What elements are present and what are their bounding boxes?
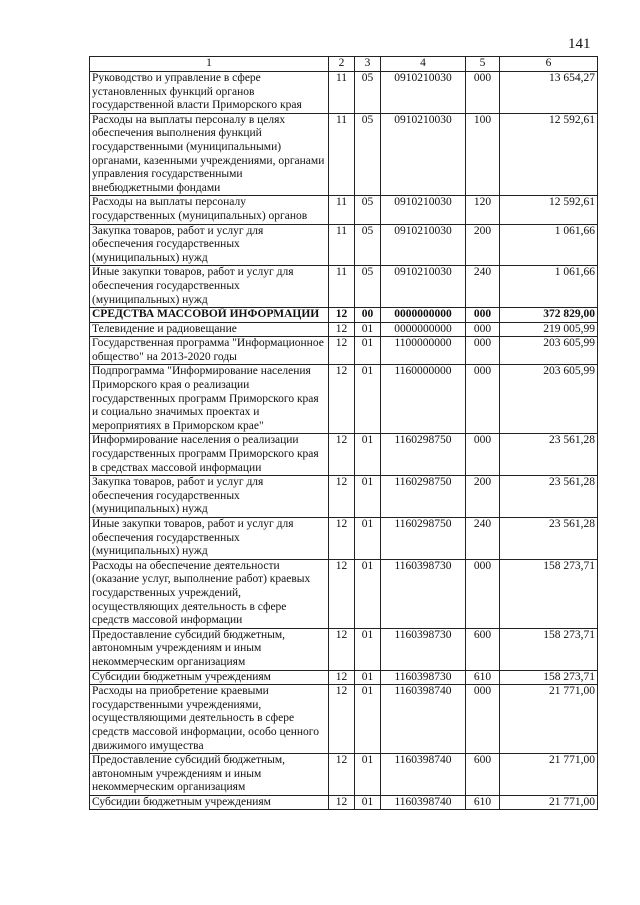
table-body: [90, 72, 598, 810]
amount: 158 273,71: [500, 670, 598, 685]
amount: 21 771,00: [500, 754, 598, 796]
amount: 372 829,00: [500, 308, 598, 323]
section-code: 12: [329, 628, 355, 670]
expense-type-code: 120: [466, 196, 500, 224]
subsection-code: 01: [355, 434, 381, 476]
target-article-code: 0000000000: [381, 322, 466, 337]
target-article-code: 1160000000: [381, 365, 466, 434]
table-row: [90, 308, 598, 323]
subsection-code: 05: [355, 196, 381, 224]
amount: 219 005,99: [500, 322, 598, 337]
subsection-code: 01: [355, 365, 381, 434]
table-row: [90, 266, 598, 308]
section-code: 12: [329, 476, 355, 518]
target-article-code: 1160398730: [381, 628, 466, 670]
column-header-6: 6: [500, 57, 598, 72]
row-description: Государственная программа "Информационное общество" на 2013-2020 годы: [90, 337, 329, 365]
expense-type-code: 000: [466, 322, 500, 337]
column-header-2: 2: [329, 57, 355, 72]
section-code: 11: [329, 266, 355, 308]
section-code: 11: [329, 224, 355, 266]
table-header-row: [90, 57, 598, 72]
section-code: 12: [329, 754, 355, 796]
row-description: Телевидение и радиовещание: [90, 322, 329, 337]
budget-table: [89, 56, 598, 810]
target-article-code: 1160398730: [381, 559, 466, 628]
amount: 21 771,00: [500, 795, 598, 810]
row-description: Иные закупки товаров, работ и услуг для обеспечения государственных (муниципальных) нужд: [90, 266, 329, 308]
column-header-4: 4: [381, 57, 466, 72]
target-article-code: 1160298750: [381, 476, 466, 518]
page-number: 141: [568, 36, 591, 52]
subsection-code: 05: [355, 224, 381, 266]
amount: 13 654,27: [500, 72, 598, 114]
target-article-code: 0910210030: [381, 224, 466, 266]
subsection-code: 05: [355, 266, 381, 308]
row-description: Расходы на приобретение краевыми государственными учреждениями, осуществляющими деятельность в сфере средств массовой информации, особо ценного движимого имущества: [90, 685, 329, 754]
table-row: [90, 476, 598, 518]
target-article-code: 1100000000: [381, 337, 466, 365]
table-row: [90, 365, 598, 434]
table-row: [90, 434, 598, 476]
expense-type-code: 000: [466, 72, 500, 114]
target-article-code: 1160298750: [381, 518, 466, 560]
section-code: 12: [329, 559, 355, 628]
table-row: [90, 322, 598, 337]
column-header-3: 3: [355, 57, 381, 72]
target-article-code: 0910210030: [381, 72, 466, 114]
row-description: Субсидии бюджетным учреждениям: [90, 795, 329, 810]
subsection-code: 01: [355, 628, 381, 670]
subsection-code: 00: [355, 308, 381, 323]
column-header-1: 1: [90, 57, 329, 72]
target-article-code: 0910210030: [381, 196, 466, 224]
expense-type-code: 200: [466, 476, 500, 518]
section-code: 12: [329, 795, 355, 810]
amount: 203 605,99: [500, 365, 598, 434]
section-code: 12: [329, 365, 355, 434]
row-description: Подпрограмма "Информирование населения Приморского края о реализации государственных программ Приморского края и социально значимых проектах и мероприятиях в Приморском крае": [90, 365, 329, 434]
table-row: [90, 559, 598, 628]
subsection-code: 01: [355, 670, 381, 685]
expense-type-code: 600: [466, 754, 500, 796]
row-description: Предоставление субсидий бюджетным, автономным учреждениям и иным некоммерческим организациям: [90, 628, 329, 670]
amount: 23 561,28: [500, 476, 598, 518]
amount: 21 771,00: [500, 685, 598, 754]
subsection-code: 01: [355, 685, 381, 754]
column-header-5: 5: [466, 57, 500, 72]
section-code: 12: [329, 337, 355, 365]
subsection-code: 01: [355, 754, 381, 796]
amount: 1 061,66: [500, 224, 598, 266]
row-description: Расходы на обеспечение деятельности (оказание услуг, выполнение работ) краевых государственных учреждений, осуществляющих деятельность в сфере средств массовой информации: [90, 559, 329, 628]
amount: 158 273,71: [500, 559, 598, 628]
subsection-code: 01: [355, 476, 381, 518]
subsection-code: 01: [355, 337, 381, 365]
expense-type-code: 600: [466, 628, 500, 670]
expense-type-code: 000: [466, 365, 500, 434]
subsection-code: 01: [355, 795, 381, 810]
subsection-code: 01: [355, 518, 381, 560]
section-code: 12: [329, 322, 355, 337]
expense-type-code: 240: [466, 266, 500, 308]
table-row: [90, 670, 598, 685]
expense-type-code: 000: [466, 434, 500, 476]
table-row: [90, 337, 598, 365]
table-row: [90, 754, 598, 796]
row-description: Закупка товаров, работ и услуг для обеспечения государственных (муниципальных) нужд: [90, 476, 329, 518]
table-row: [90, 685, 598, 754]
expense-type-code: 610: [466, 670, 500, 685]
expense-type-code: 000: [466, 559, 500, 628]
section-code: 11: [329, 196, 355, 224]
row-description: Предоставление субсидий бюджетным, автономным учреждениям и иным некоммерческим организациям: [90, 754, 329, 796]
row-description: Иные закупки товаров, работ и услуг для обеспечения государственных (муниципальных) нужд: [90, 518, 329, 560]
amount: 23 561,28: [500, 518, 598, 560]
table-row: [90, 113, 598, 196]
subsection-code: 01: [355, 322, 381, 337]
amount: 203 605,99: [500, 337, 598, 365]
table-row: [90, 518, 598, 560]
section-code: 12: [329, 670, 355, 685]
section-code: 12: [329, 685, 355, 754]
row-description: Расходы на выплаты персоналу в целях обеспечения выполнения функций государственными (муниципальными) органами, казенными учреждениями, органами управления государственными внебюджетными фондами: [90, 113, 329, 196]
target-article-code: 0910210030: [381, 113, 466, 196]
amount: 12 592,61: [500, 113, 598, 196]
section-code: 11: [329, 72, 355, 114]
row-description: Расходы на выплаты персоналу государственных (муниципальных) органов: [90, 196, 329, 224]
subsection-code: 01: [355, 559, 381, 628]
expense-type-code: 000: [466, 308, 500, 323]
amount: 23 561,28: [500, 434, 598, 476]
row-description: Закупка товаров, работ и услуг для обеспечения государственных (муниципальных) нужд: [90, 224, 329, 266]
expense-type-code: 100: [466, 113, 500, 196]
target-article-code: 1160398740: [381, 795, 466, 810]
amount: 1 061,66: [500, 266, 598, 308]
target-article-code: 1160398740: [381, 754, 466, 796]
table-row: [90, 628, 598, 670]
expense-type-code: 200: [466, 224, 500, 266]
target-article-code: 0910210030: [381, 266, 466, 308]
expense-type-code: 000: [466, 685, 500, 754]
section-code: 11: [329, 113, 355, 196]
section-code: 12: [329, 308, 355, 323]
target-article-code: 1160398740: [381, 685, 466, 754]
section-code: 12: [329, 518, 355, 560]
expense-type-code: 610: [466, 795, 500, 810]
expense-type-code: 000: [466, 337, 500, 365]
subsection-code: 05: [355, 72, 381, 114]
amount: 12 592,61: [500, 196, 598, 224]
target-article-code: 1160298750: [381, 434, 466, 476]
row-description: Информирование населения о реализации государственных программ Приморского края в средствах массовой информации: [90, 434, 329, 476]
target-article-code: 1160398730: [381, 670, 466, 685]
table-row: [90, 795, 598, 810]
row-description: Руководство и управление в сфере установленных функций органов государственной власти Приморского края: [90, 72, 329, 114]
subsection-code: 05: [355, 113, 381, 196]
expense-type-code: 240: [466, 518, 500, 560]
target-article-code: 0000000000: [381, 308, 466, 323]
row-description: Субсидии бюджетным учреждениям: [90, 670, 329, 685]
table-row: [90, 224, 598, 266]
table-row: [90, 72, 598, 114]
amount: 158 273,71: [500, 628, 598, 670]
section-code: 12: [329, 434, 355, 476]
row-description: СРЕДСТВА МАССОВОЙ ИНФОРМАЦИИ: [90, 308, 329, 323]
table-row: [90, 196, 598, 224]
